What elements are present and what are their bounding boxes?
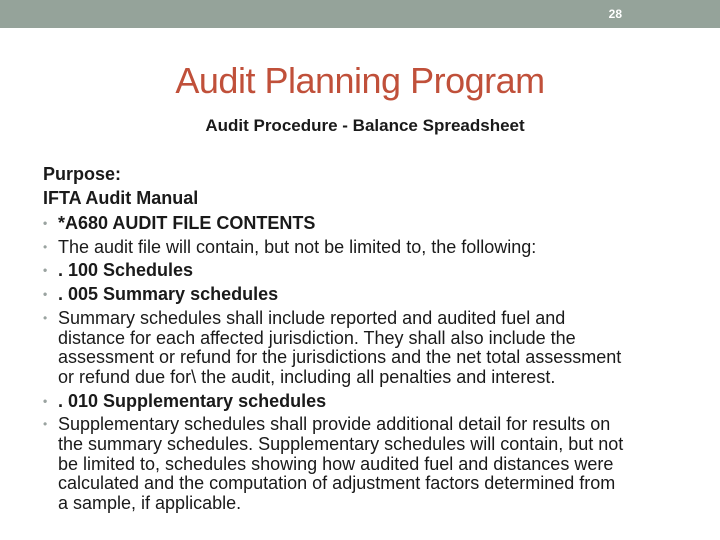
slide-title: Audit Planning Program <box>175 60 545 101</box>
slide-body <box>43 162 703 514</box>
manual-label: IFTA Audit Manual <box>43 188 199 208</box>
bullet-icon: • <box>43 310 48 325</box>
bullet-icon: • <box>43 393 48 408</box>
bullet-text-line: . 100 Schedules <box>58 260 194 281</box>
bullet-text-line: Supplementary schedules shall provide additional detail for results on <box>58 414 611 435</box>
bullet-text-line: Summary schedules shall include reported and audited fuel and <box>58 307 566 328</box>
bullet-icon: • <box>43 239 48 254</box>
bullet-item <box>43 261 703 281</box>
bullet-text-line: distance for each affected jurisdiction. They shall also include the <box>58 327 576 348</box>
bullet-text-line: The audit file will contain, but not be limited to, the following: <box>58 236 537 257</box>
page-number: 28 <box>608 7 622 21</box>
bullet-text-line: a sample, if applicable. <box>58 493 242 514</box>
bullet-item <box>43 285 703 305</box>
slide-subtitle: Audit Procedure - Balance Spreadsheet <box>205 116 525 135</box>
bullet-text-line: *A680 AUDIT FILE CONTENTS <box>58 213 316 233</box>
bullet-icon: • <box>43 417 48 432</box>
bullet-icon: • <box>43 263 48 278</box>
purpose-label: Purpose: <box>43 164 122 184</box>
bullet-text-line: . 010 Supplementary schedules <box>58 390 327 411</box>
bullet-item <box>43 309 703 388</box>
header-bar <box>0 0 720 28</box>
bullet-text-line: . 005 Summary schedules <box>58 284 279 305</box>
bullet-text-line: calculated and the computation of adjustment factors determined from <box>58 473 616 494</box>
bullet-item <box>43 214 703 234</box>
bullet-text-line: the summary schedules. Supplementary schedules will contain, but not <box>58 434 624 455</box>
bullet-item <box>43 238 703 258</box>
bullet-text-line: assessment or refund for the jurisdictions and the net total assessment <box>58 347 622 368</box>
bullet-text-line: or refund due for\ the audit, including all penalties and interest. <box>58 366 556 387</box>
bullet-icon: • <box>43 287 48 302</box>
bullet-list <box>43 214 703 514</box>
bullet-text-line: be limited to, schedules showing how audited fuel and distances were <box>58 453 614 474</box>
bullet-item <box>43 415 703 514</box>
bullet-icon: • <box>43 216 48 230</box>
bullet-item <box>43 392 703 412</box>
